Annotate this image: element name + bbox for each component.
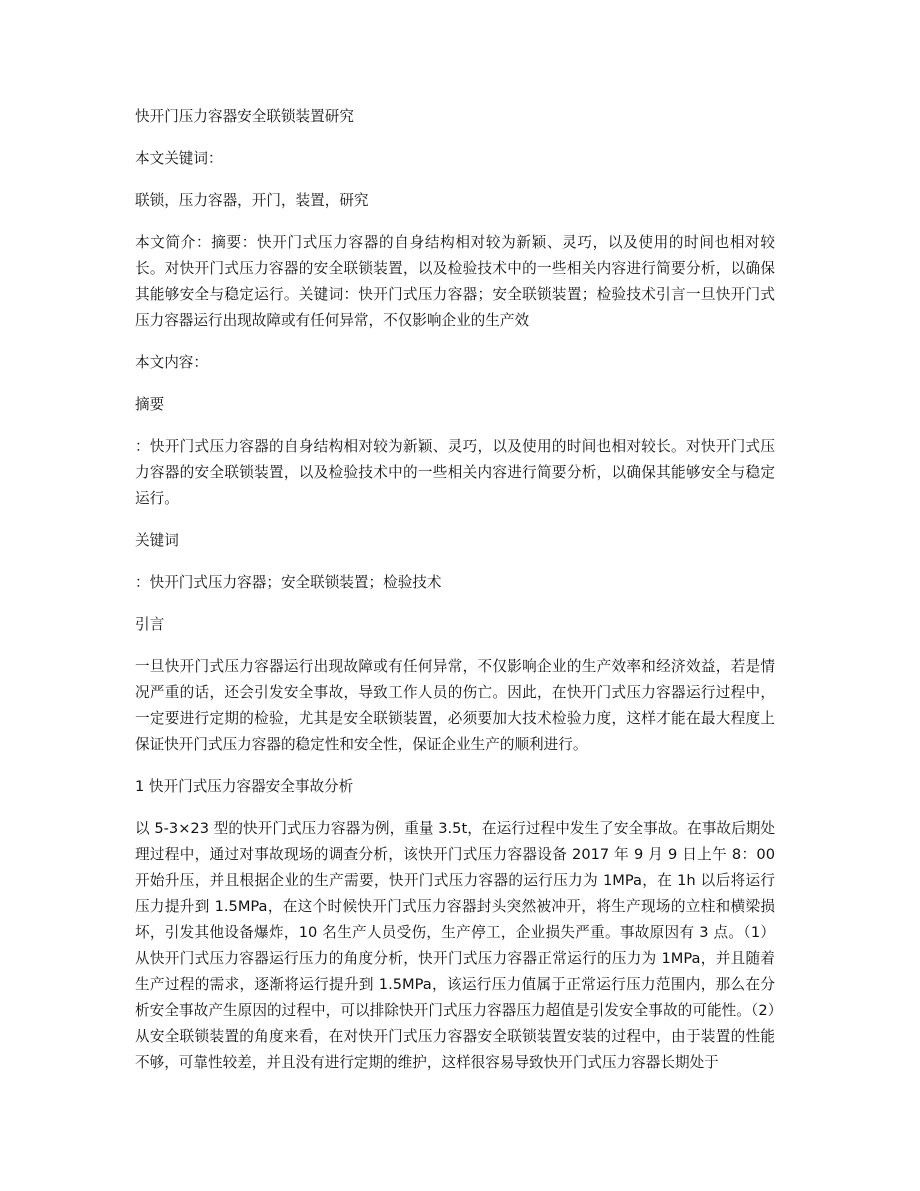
summary-paragraph: 本文简介：摘要：快开门式压力容器的自身结构相对较为新颖、灵巧，以及使用的时间也相对较长。对快开门式压力容器的安全联锁装置，以及检验技术中的一些相关内容进行简要分析，以确保其能够安全与稳定运行。关键词：快开门式压力容器；安全联锁装置；检验技术引言一旦快开门式压力容器运行出现故障或有任何异常，不仅影响企业的生产效 [135,234,775,329]
section-1-heading: 1 快开门式压力容器安全事故分析 [135,778,354,795]
content-label: 本文内容： [135,354,208,371]
keywords-heading: 关键词 [135,532,179,549]
keywords-paragraph: ：快开门式压力容器；安全联锁装置；检验技术 [135,574,442,591]
document-title: 快开门压力容器安全联锁装置研究 [135,108,354,125]
abstract-heading: 摘要 [135,396,165,413]
keywords-label: 本文关键词： [135,150,223,167]
document-page [135,104,775,1092]
section-1-paragraph: 以 5-3×23 型的快开门式压力容器为例，重量 3.5t，在运行过程中发生了安全事故。在事故后期处理过程中，通过对事故现场的调查分析，该快开门式压力容器设备 2017 年 9 月 9 日上午 8：00 开始升压，并且根据企业的生产需要，快开门式压力容器的运行压力为 1MPa，在 1h 以后将运行压力提升到 1.5MPa，在这个时候快开门式压力容器封头突然被冲开，将生产现场的立柱和横梁损坏，引发其他设备爆炸，10 名生产人员受伤，生产停工，企业损失严重。事故原因有 3 点。（1）从快开门式压力容器运行压力的角度分析，快开门式压力容器正常运行的压力为 1MPa，并且随着生产过程的需求，逐渐将运行提升到 1.5MPa，该运行压力值属于正常运行压力范围内，那么在分析安全事故产生原因的过程中，可以排除快开门式压力容器压力超值是引发安全事故的可能性。（2）从安全联锁装置的角度来看，在对快开门式压力容器安全联锁装置安装的过程中，由于装置的性能不够，可靠性较差，并且没有进行定期的维护，这样很容易导致快开门式压力容器长期处于 [135,820,775,1071]
abstract-paragraph: ：快开门式压力容器的自身结构相对较为新颖、灵巧，以及使用的时间也相对较长。对快开门式压力容器的安全联锁装置，以及检验技术中的一些相关内容进行简要分析，以确保其能够安全与稳定运行。 [135,438,775,507]
intro-heading: 引言 [135,616,165,633]
intro-paragraph: 一旦快开门式压力容器运行出现故障或有任何异常，不仅影响企业的生产效率和经济效益，若是情况严重的话，还会引发安全事故，导致工作人员的伤亡。因此，在快开门式压力容器运行过程中，一定要进行定期的检验，尤其是安全联锁装置，必须要加大技术检验力度，这样才能在最大程度上保证快开门式压力容器的稳定性和安全性，保证企业生产的顺利进行。 [135,658,775,753]
keywords-list: 联锁，压力容器，开门，装置，研究 [135,192,369,209]
